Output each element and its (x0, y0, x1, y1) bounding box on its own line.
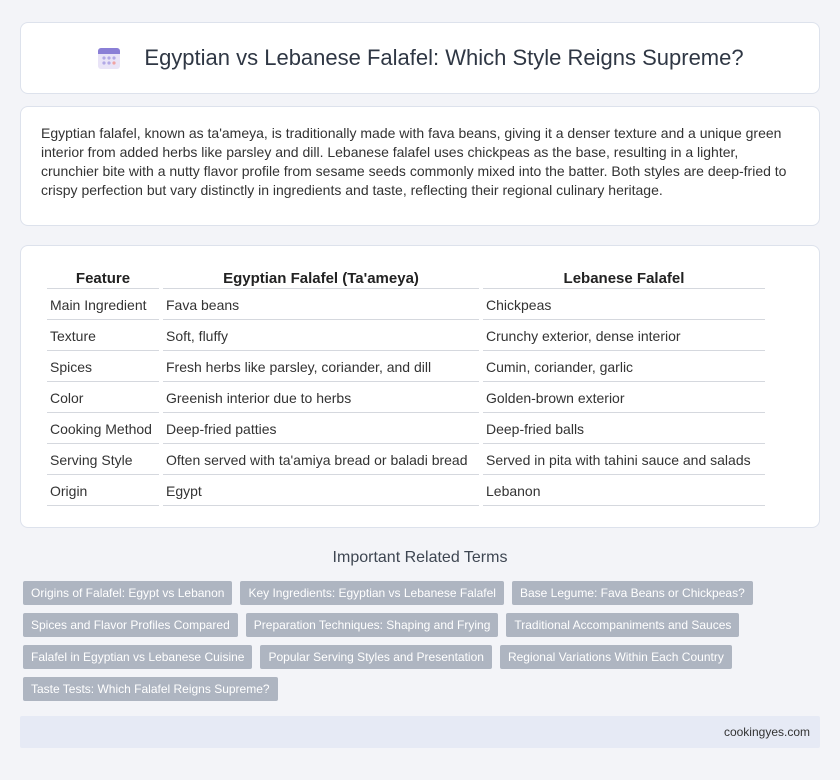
table-cell: Golden-brown exterior (483, 384, 765, 413)
header-feature: Feature (47, 268, 159, 289)
table-cell: Egypt (163, 477, 479, 506)
title-card (20, 22, 820, 94)
related-tag[interactable]: Traditional Accompaniments and Sauces (506, 613, 739, 637)
table-cell: Origin (47, 477, 159, 506)
related-terms-tags (23, 581, 823, 709)
table-cell: Deep-fried balls (483, 415, 765, 444)
related-tag[interactable]: Origins of Falafel: Egypt vs Lebanon (23, 581, 232, 605)
footer-site-link[interactable]: cookingyes.com (723, 725, 810, 739)
table-cell: Often served with ta'amiya bread or baladi bread (163, 446, 479, 475)
intro-card (20, 106, 820, 226)
table-row (47, 291, 765, 320)
related-terms-title: Important Related Terms (332, 549, 508, 566)
table-row (47, 322, 765, 351)
table-header-row (47, 268, 765, 289)
table-cell: Chickpeas (483, 291, 765, 320)
comparison-table-card (20, 245, 820, 528)
related-tag[interactable]: Key Ingredients: Egyptian vs Lebanese Falafel (240, 581, 504, 605)
table-cell: Fresh herbs like parsley, coriander, and dill (163, 353, 479, 382)
related-tag[interactable]: Spices and Flavor Profiles Compared (23, 613, 238, 637)
table-cell: Fava beans (163, 291, 479, 320)
related-tag[interactable]: Taste Tests: Which Falafel Reigns Supreme? (23, 677, 278, 701)
related-tag[interactable]: Falafel in Egyptian vs Lebanese Cuisine (23, 645, 252, 669)
related-tag[interactable]: Preparation Techniques: Shaping and Frying (246, 613, 499, 637)
comparison-table (43, 266, 769, 508)
table-cell: Lebanon (483, 477, 765, 506)
page-title: Egyptian vs Lebanese Falafel: Which Style Reigns Supreme? (144, 45, 744, 70)
table-row (47, 446, 765, 475)
table-cell: Crunchy exterior, dense interior (483, 322, 765, 351)
related-tag[interactable]: Regional Variations Within Each Country (500, 645, 732, 669)
table-cell: Soft, fluffy (163, 322, 479, 351)
calendar-icon (96, 45, 122, 71)
header-lebanese: Lebanese Falafel (483, 268, 765, 289)
table-row (47, 384, 765, 413)
table-cell: Cooking Method (47, 415, 159, 444)
table-row (47, 415, 765, 444)
table-cell: Deep-fried patties (163, 415, 479, 444)
table-cell: Serving Style (47, 446, 159, 475)
table-cell: Greenish interior due to herbs (163, 384, 479, 413)
related-tag[interactable]: Base Legume: Fava Beans or Chickpeas? (512, 581, 753, 605)
table-cell: Texture (47, 322, 159, 351)
table-row (47, 477, 765, 506)
table-cell: Main Ingredient (47, 291, 159, 320)
footer (20, 716, 820, 748)
table-row (47, 353, 765, 382)
table-cell: Spices (47, 353, 159, 382)
intro-text: Egyptian falafel, known as ta'ameya, is traditionally made with fava beans, giving it a denser texture and a unique green interior from added herbs like parsley and dill. Lebanese falafel uses chickpeas as the base, resulting in a lighter, crunchier bite with a nutty flavor profile from sesame seeds commonly mixed into the batter. Both styles are deep-fried to crispy perfection but vary distinctly in ingredients and taste, reflecting their regional culinary heritage. (41, 125, 787, 198)
table-cell: Color (47, 384, 159, 413)
table-cell: Cumin, coriander, garlic (483, 353, 765, 382)
related-tag[interactable]: Popular Serving Styles and Presentation (260, 645, 491, 669)
header-egyptian: Egyptian Falafel (Ta'ameya) (163, 268, 479, 289)
table-cell: Served in pita with tahini sauce and salads (483, 446, 765, 475)
